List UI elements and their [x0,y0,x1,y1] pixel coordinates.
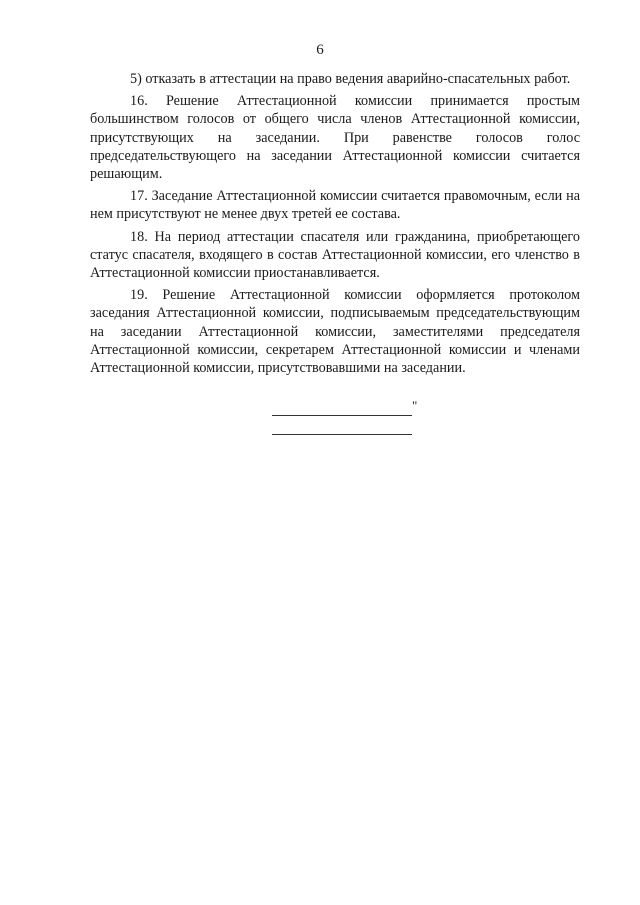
paragraph-item-5: 5) отказать в аттестации на право ведения аварийно-спасательных работ. [130,71,571,87]
page-number: 6 [316,42,324,58]
end-divider-line [272,434,412,435]
paragraph-item-16: 16. Решение Аттестационной комиссии принимается простым большинством голосов от общего числа членов Аттестационной комиссии, присутствующих на заседании. При равенстве голосов голос председательствующего на заседании Аттестационной комиссии считается решающим. [90,93,580,183]
document-body [90,70,580,381]
paragraph-item-18: 18. На период аттестации спасателя или гражданина, приобретающего статус спасателя, входящего в состав Аттестационной комиссии, его членство в Аттестационной комиссии приостанавливается. [90,228,580,282]
paragraph-item-17: 17. Заседание Аттестационной комиссии считается правомочным, если на нем присутствуют не менее двух третей ее состава. [90,188,580,223]
closing-quote: " [412,398,418,413]
paragraph-item-19: 19. Решение Аттестационной комиссии оформляется протоколом заседания Аттестационной комиссии, подписываемым председательствующим на заседании Аттестационной комиссии, заместителями председателя Аттестационной комиссии, секретарем Аттестационной комиссии и членами Аттестационной комиссии, присутствовавшими на заседании. [90,287,580,377]
end-divider-line [272,415,412,416]
